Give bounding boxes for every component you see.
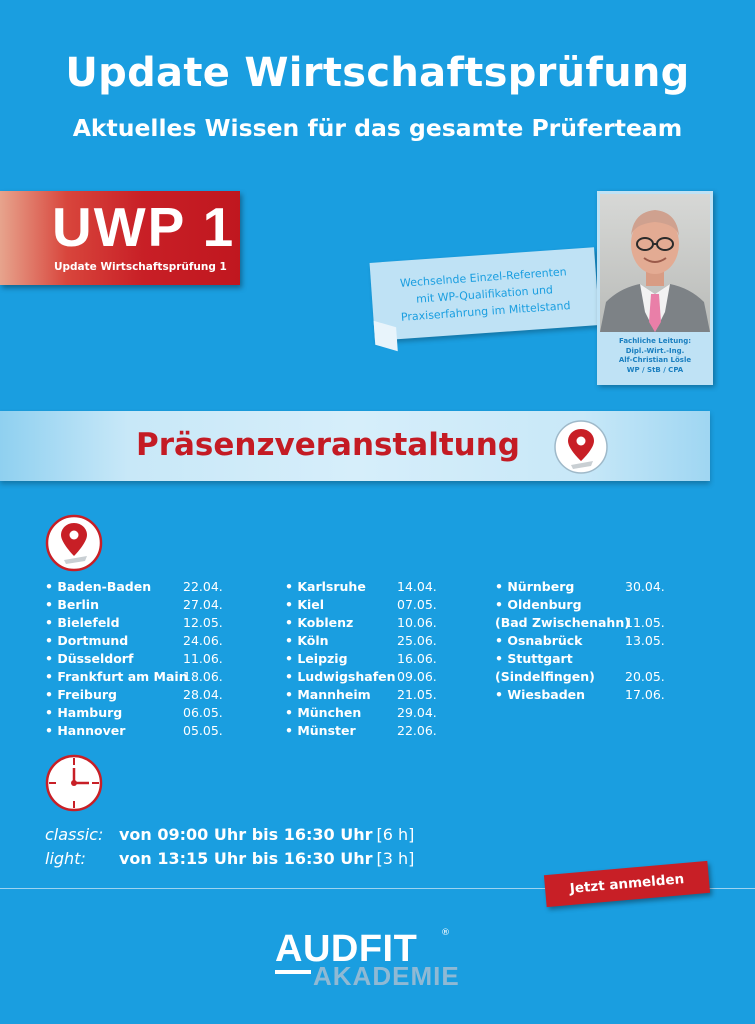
location-row: • Karlsruhe 14.04. — [285, 579, 437, 594]
location-row: • Bielefeld 12.05. — [45, 615, 223, 630]
location-row: • Ludwigshafen 09.06. — [285, 669, 437, 684]
logo-bar — [275, 970, 311, 974]
location-row: • München 29.04. — [285, 705, 437, 720]
location-row: • Stuttgart — [495, 651, 573, 666]
location-row: • Kiel 07.05. — [285, 597, 437, 612]
location-row: • Dortmund 24.06. — [45, 633, 223, 648]
portrait-illustration — [600, 194, 710, 332]
page-subtitle: Aktuelles Wissen für das gesamte Prüferteam — [72, 114, 683, 142]
course-badge — [0, 191, 240, 285]
schedule-row-classic: classic: von 09:00 Uhr bis 16:30 Uhr [6 h] — [45, 825, 415, 844]
schedule — [45, 823, 414, 871]
location-row: • Berlin 27.04. — [45, 597, 223, 612]
location-row: • Baden-Baden 22.04. — [45, 579, 223, 594]
locations-column-2 — [285, 578, 437, 740]
logo-wordmark-bottom: AKADEMIE — [313, 961, 460, 991]
location-row: (Bad Zwischenahn) 11.05. — [495, 615, 665, 630]
location-row: • Freiburg 28.04. — [45, 687, 223, 702]
format-label: Präsenzveranstaltung — [136, 427, 520, 463]
course-code: UWP 1 — [52, 196, 236, 258]
audfit-logo — [275, 928, 495, 992]
locations-column-1 — [45, 578, 223, 740]
lead-photo-card — [597, 191, 713, 385]
speakers-line-1: Wechselnde Einzel-Referenten — [399, 264, 568, 290]
locations-column-3 — [495, 578, 665, 704]
course-name: Update Wirtschaftsprüfung 1 — [54, 261, 227, 273]
location-row: • Hannover 05.05. — [45, 723, 223, 738]
lead-portrait — [600, 194, 710, 332]
location-row: • Oldenburg — [495, 597, 582, 612]
speakers-card — [370, 247, 600, 341]
location-row: • Osnabrück 13.05. — [495, 633, 665, 648]
schedule-row-light: light: von 13:15 Uhr bis 16:30 Uhr [3 h] — [45, 849, 415, 868]
location-row: • Nürnberg 30.04. — [495, 579, 665, 594]
location-row: • Wiesbaden 17.06. — [495, 687, 665, 702]
clock-icon — [45, 754, 103, 812]
location-row: • Köln 25.06. — [285, 633, 437, 648]
location-row: • Leipzig 16.06. — [285, 651, 437, 666]
location-row: • Düsseldorf 11.06. — [45, 651, 223, 666]
logo-registered-mark: ® — [441, 928, 450, 938]
page-title: Update Wirtschaftsprüfung — [65, 50, 690, 96]
location-row: • Hamburg 06.05. — [45, 705, 223, 720]
logo-wordmark-top: AUDFIT — [275, 928, 418, 970]
map-pin-icon — [45, 514, 103, 572]
location-row: • Mannheim 21.05. — [285, 687, 437, 702]
location-row: • Koblenz 10.06. — [285, 615, 437, 630]
location-row: (Sindelfingen) 20.05. — [495, 669, 665, 684]
speakers-line-3: Praxiserfahrung im Mittelstand — [400, 298, 571, 324]
lead-caption: Fachliche Leitung: Dipl.-Wirt.-Ing. Alf-Christian Lösle WP / StB / CPA — [618, 337, 692, 374]
page-fold — [374, 321, 398, 351]
location-row: • Frankfurt am Main 18.06. — [45, 669, 223, 684]
speakers-line-2: mit WP-Qualifikation und — [415, 282, 554, 306]
register-button[interactable]: Jetzt anmelden — [544, 861, 710, 907]
format-banner — [0, 411, 710, 481]
map-pin-icon — [553, 419, 609, 475]
location-row: • Münster 22.06. — [285, 723, 437, 738]
